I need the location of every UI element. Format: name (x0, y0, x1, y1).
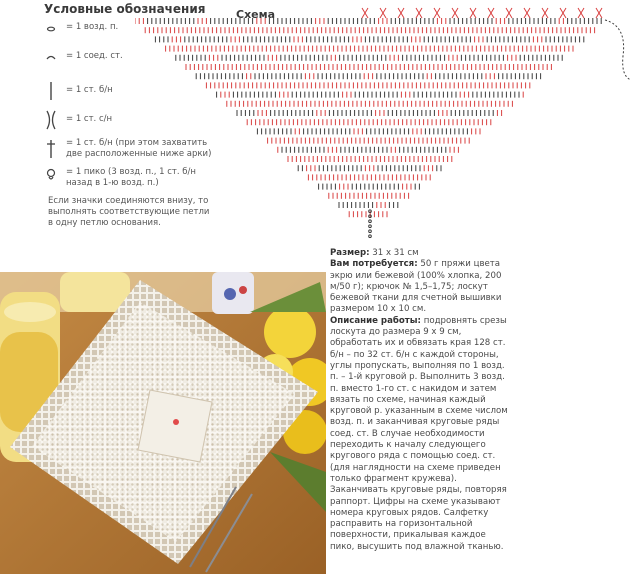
chart-picot-mark (560, 8, 566, 18)
picot-icon (40, 167, 62, 189)
chart-picot-mark (470, 8, 476, 18)
slip-stitch-icon (40, 51, 62, 73)
chart-chain-mark (369, 225, 372, 228)
work-line (330, 316, 510, 553)
legend-item-text: = 1 соед. ст. (66, 51, 123, 61)
materials-label: Вам потребуется: (330, 259, 418, 270)
size-line (330, 248, 510, 259)
chart-chain-mark (369, 230, 372, 233)
legend-note: Если значки соединяются внизу, то выполнять соответствующие петли в одну петлю основания. (48, 196, 210, 228)
chart-chain-mark (369, 235, 372, 238)
legend-title: Условные обозначения (44, 2, 206, 16)
chart-picot-mark (452, 8, 458, 18)
cross-single-crochet-icon (40, 109, 62, 131)
chart-picot-mark (488, 8, 494, 18)
chain-stitch-icon (40, 22, 62, 44)
single-crochet-icon (40, 80, 62, 102)
materials-value: 50 г пряжи цвета экрю или бежевой (100% хлопка, 200 м/50 г); крючок № 1,5–1,75; лоскут бежевой ткани для счетной вышивки размером 10 x 10 см. (330, 259, 502, 315)
legend-item-text: = 1 ст. б/н (66, 85, 113, 95)
work-value: подровнять срезы лоскута до размера 9 x 9 см, обработать их и обвязать края 128 ст. б/н – по 32 ст. б/н с каждой стороны, углы пропускать, выполняя по 1 возд. п. – 1-й круговой р. Выполнить 3 возд. п. вместо 1-го ст. с накидом и затем вязать по схеме, начиная каждый круговой р. указанным в схеме числом возд. п. и заканчивая круговые ряды соед. ст. В случае необходимости переходить к началу следующего кругового ряда с помощью соед. ст. (для наглядности на схеме приведен только фрагмент кружева). Заканчивать круговые ряды, повторяя раппорт. Цифры на схеме указывают номера круговых рядов. Салфетку расправить на горизонтальной поверхности, прикалывая каждое пико, высушить под влажной тканью. (330, 315, 508, 552)
chart-picot-mark (596, 8, 602, 18)
chart-picot-mark (506, 8, 512, 18)
legend-item-text: = 1 ст. с/н (66, 114, 113, 124)
chart-picot-mark (542, 8, 548, 18)
pattern-description (330, 248, 510, 553)
size-value: 31 x 31 см (372, 248, 419, 258)
chart-picot-mark (578, 8, 584, 18)
chart-picot-mark (380, 8, 386, 18)
chart-chain-mark (369, 220, 372, 223)
scheme-title: Схема (236, 8, 276, 21)
spike-stitch-icon (40, 138, 62, 160)
materials-line (330, 259, 510, 315)
chart-picot-mark (434, 8, 440, 18)
crochet-chart-diagram (135, 6, 635, 246)
chart-picot-mark (416, 8, 422, 18)
chart-picot-mark (524, 8, 530, 18)
size-label: Размер: (330, 248, 370, 258)
legend-item-text: = 1 ст. б/н (при этом захватить две расположенные ниже арки) (66, 138, 212, 159)
work-label: Описание работы: (330, 315, 421, 326)
doily-photo (0, 272, 326, 574)
chart-picot-mark (362, 8, 368, 18)
chart-edge-mark (605, 20, 631, 80)
legend-item-text: = 1 возд. п. (66, 22, 119, 32)
legend-item-text: = 1 пико (3 возд. п., 1 ст. б/н назад в 1-ю возд. п.) (66, 167, 196, 188)
chart-picot-mark (398, 8, 404, 18)
